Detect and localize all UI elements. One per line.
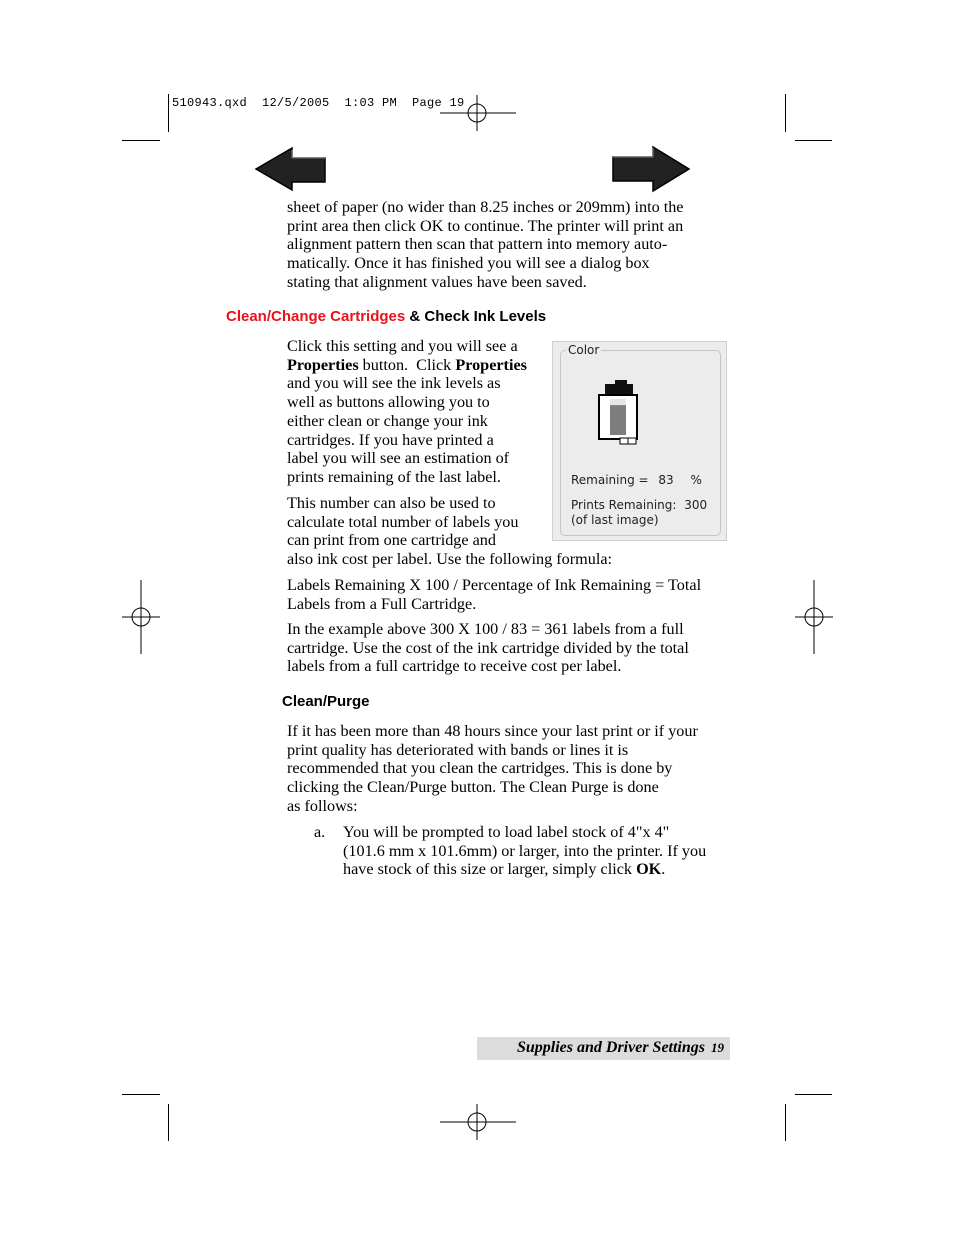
text-line: labels from a full cartridge to receive cost per label. <box>287 657 622 676</box>
text-line: either clean or change your ink <box>287 411 488 430</box>
registration-mark-bottom <box>440 1104 516 1140</box>
prints-value: 300 <box>684 498 708 512</box>
page-number: 19 <box>711 1040 724 1055</box>
text-line: and you will see the ink levels as <box>287 374 501 393</box>
remaining-value: 83 <box>658 473 674 487</box>
text-line: label you will see an estimation of <box>287 449 510 468</box>
text-line: matically. Once it has finished you will see a dialog box <box>287 254 650 273</box>
registration-mark-left <box>122 580 160 654</box>
remaining-label: Remaining = <box>571 473 649 487</box>
heading-red-part: Clean/Change Cartridges <box>226 308 406 325</box>
text-line: stating that alignment values have been saved. <box>287 272 587 291</box>
text-line: calculate total number of labels you <box>287 512 519 531</box>
left-arrow-icon[interactable] <box>254 146 328 192</box>
text-line: prints remaining of the last label. <box>287 467 501 486</box>
text-line: This number can also be used to <box>287 494 496 512</box>
text-line: recommended that you clean the cartridges. This is done by <box>287 759 673 778</box>
running-footer <box>517 1039 724 1057</box>
bold-term: OK <box>636 860 662 879</box>
list-item-content <box>343 823 735 879</box>
prints-note: (of last image) <box>571 513 659 527</box>
print-slug: 510943.qxd 12/5/2005 1:03 PM Page 19 <box>172 96 465 110</box>
text-line: print quality has deteriorated with bands or lines it is <box>287 740 629 759</box>
text-line: also ink cost per label. Use the following formula: <box>287 550 613 569</box>
text-line: If it has been more than 48 hours since your last print or if your <box>287 722 698 740</box>
text-line: alignment pattern then scan that pattern into memory auto- <box>287 235 668 254</box>
section-heading-clean-change <box>226 308 546 325</box>
text-line: sheet of paper (no wider than 8.25 inches or 209mm) into the <box>287 198 684 216</box>
registration-mark-top <box>440 95 516 131</box>
text-line: Properties button. Click Properties <box>287 355 527 374</box>
text-line: print area then click OK to continue. The printer will print an <box>287 216 684 235</box>
list-marker: a. <box>314 823 326 841</box>
text-line: clicking the Clean/Purge button. The Clean Purge is done <box>287 778 659 797</box>
right-arrow-icon[interactable] <box>611 145 691 193</box>
footer-bar <box>477 1037 730 1060</box>
text-line: Click this setting and you will see a <box>287 337 518 355</box>
heading-black-part: & Check Ink Levels <box>405 308 547 325</box>
text-line: well as buttons allowing you to <box>287 393 490 412</box>
group-label: Color <box>568 343 600 357</box>
registration-mark-right <box>795 580 833 654</box>
text-line: can print from one cartridge and <box>287 531 496 550</box>
text-line: (101.6 mm x 101.6mm) or larger, into the printer. If you <box>343 841 707 860</box>
remaining-readout <box>571 473 702 487</box>
text-line: You will be prompted to load label stock of 4"x 4" <box>343 823 670 841</box>
clean-purge-paragraph <box>287 722 732 816</box>
text-line: In the example above 300 X 100 / 83 = 361 labels from a full <box>287 620 684 638</box>
ink-level-panel <box>552 341 727 541</box>
formula-paragraph <box>287 576 732 613</box>
section-heading-clean-purge: Clean/Purge <box>282 693 370 710</box>
properties-paragraph <box>287 337 547 487</box>
intro-paragraph <box>287 198 727 292</box>
bold-term: Properties <box>287 355 359 374</box>
text-line: cartridges. If you have printed a <box>287 430 494 449</box>
footer-title: Supplies and Driver Settings <box>516 1039 705 1056</box>
text-line: cartridge. Use the cost of the ink cartridge divided by the total <box>287 638 689 657</box>
prints-label: Prints Remaining: <box>571 498 677 512</box>
bold-term: Properties <box>455 355 527 374</box>
text-line: have stock of this size or larger, simply click OK. <box>343 860 666 879</box>
remaining-unit: % <box>690 473 702 487</box>
text-line: Labels from a Full Cartridge. <box>287 594 477 613</box>
prints-remaining-readout <box>571 498 707 512</box>
example-paragraph <box>287 620 732 676</box>
text-line: as follows: <box>287 796 358 815</box>
text-line: Labels Remaining X 100 / Percentage of Ink Remaining = Total <box>287 576 702 594</box>
ink-cartridge-icon <box>597 380 641 446</box>
